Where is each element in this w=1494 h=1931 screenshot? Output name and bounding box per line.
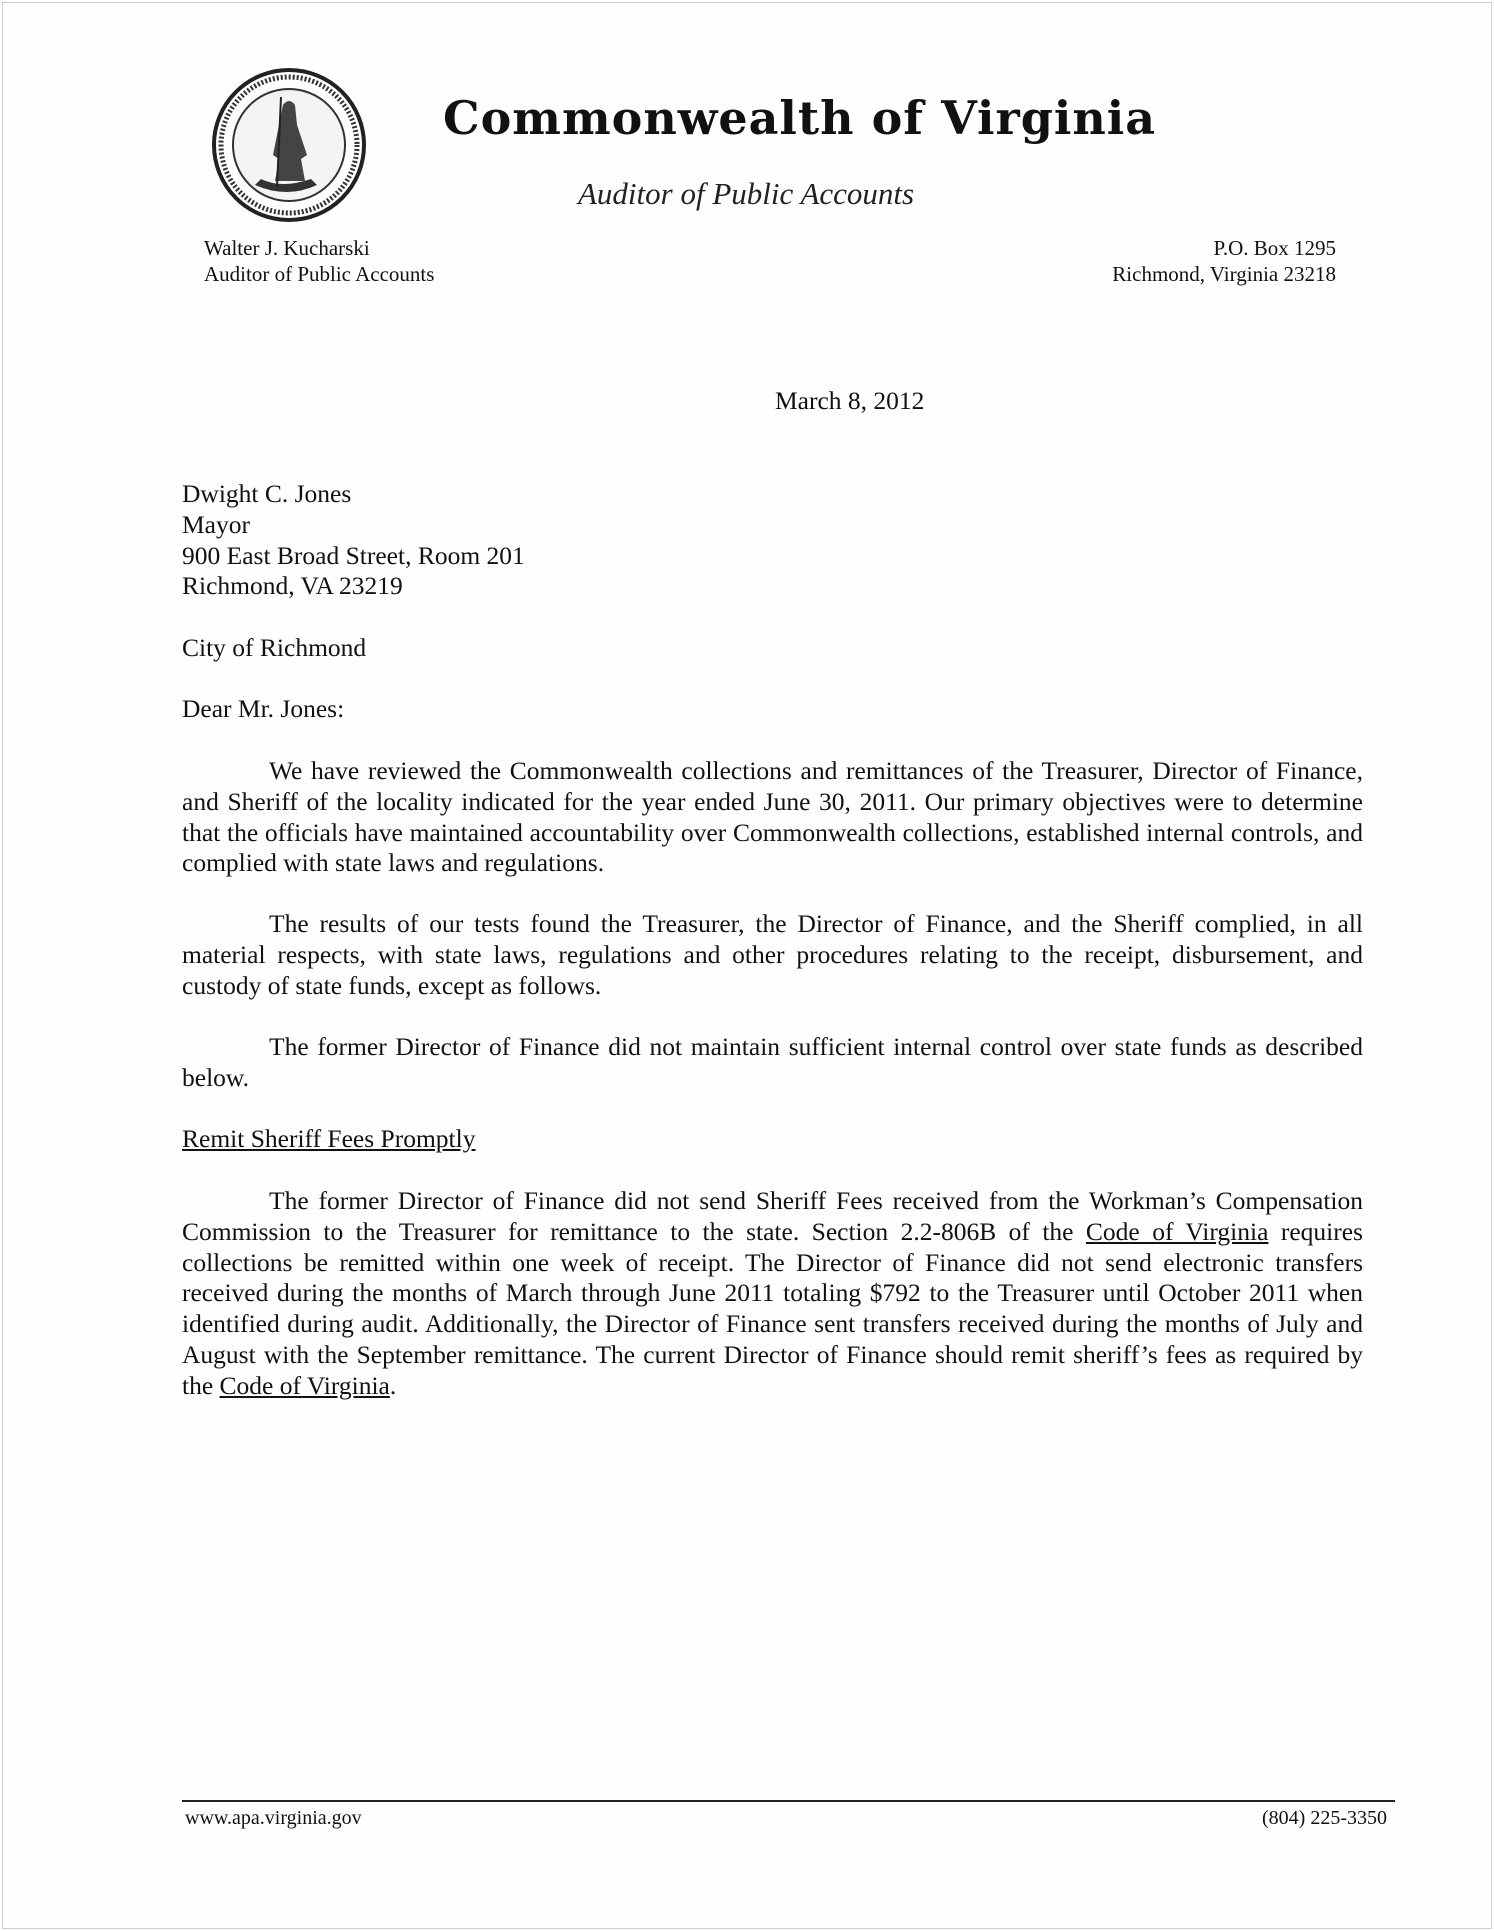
- paragraph-results: The results of our tests found the Treasurer, the Director of Finance, and the Sheriff complied, in all material respects, with state laws, regulations and other procedures relating to the receipt, disbursement, and custody of state funds, except as follows.: [182, 909, 1363, 1000]
- paragraph-scope: We have reviewed the Commonwealth collections and remittances of the Treasurer, Director of Finance, and Sheriff of the locality indicated for the year ended June 30, 2011. Our primary objectives were to determine that the officials have maintained accountability over Commonwealth collections, established internal controls, and complied with state laws and regulations.: [182, 756, 1363, 878]
- salutation: Dear Mr. Jones:: [182, 694, 345, 723]
- recipient-address: [182, 479, 525, 602]
- auditor-name: Walter J. Kucharski: [204, 236, 370, 260]
- footer-divider: [182, 1800, 1395, 1802]
- recipient-name: Dwight C. Jones: [182, 479, 352, 508]
- po-box: P.O. Box 1295: [1213, 236, 1336, 260]
- footer-phone: (804) 225-3350: [1262, 1807, 1387, 1829]
- auditor-title: Auditor of Public Accounts: [204, 262, 435, 286]
- letterhead-title: Commonwealth of Virginia: [443, 91, 1157, 145]
- letter-date: March 8, 2012: [775, 386, 925, 415]
- paragraph-exception: The former Director of Finance did not maintain sufficient internal control over state funds as described below.: [182, 1032, 1363, 1092]
- code-of-virginia-ref: Code of Virginia: [219, 1370, 390, 1400]
- city-state-zip: Richmond, Virginia 23218: [1112, 262, 1336, 286]
- finding-heading: Remit Sheriff Fees Promptly: [182, 1124, 476, 1153]
- locality: City of Richmond: [182, 633, 367, 662]
- auditor-block: [204, 235, 434, 287]
- recipient-street: 900 East Broad Street, Room 201: [182, 540, 525, 570]
- letter-page: [2, 2, 1492, 1929]
- recipient-city: Richmond, VA 23219: [182, 571, 403, 601]
- mailing-address: [1112, 235, 1336, 287]
- paragraph-finding: The former Director of Finance did not send Sheriff Fees received from the Workman’s Compensation Commission to the Treasurer for remittance to the state. Section 2.2-806B of the Code of Virginia requires collections be remitted within one week of receipt. The Director of Finance did not send electronic transfers received during the months of March through June 2011 totaling $792 to the Treasurer until October 2011 when identified during audit. Additionally, the Director of Finance sent transfers received during the months of July and August with the September remittance. The current Director of Finance should remit sheriff’s fees as required by the Code of Virginia.: [182, 1186, 1363, 1400]
- recipient-title: Mayor: [182, 509, 250, 539]
- letterhead-subtitle: Auditor of Public Accounts: [578, 176, 915, 211]
- virginia-seal-icon: [211, 67, 367, 223]
- code-of-virginia-ref: Code of Virginia: [1085, 1216, 1269, 1246]
- footer-website: www.apa.virginia.gov: [185, 1807, 362, 1829]
